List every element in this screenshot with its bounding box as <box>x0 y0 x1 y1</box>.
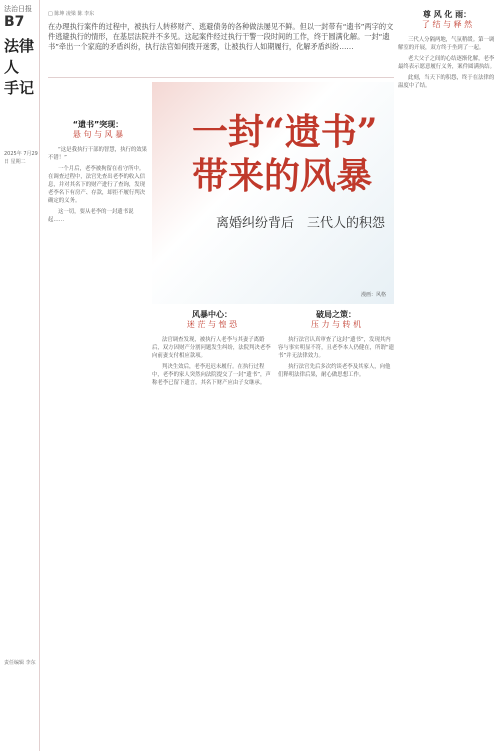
paragraph: 判决生效后，老李迟迟未履行。在执行过程中，老李的家人突然向法院提交了一封“遗书”，声称老李已留下遗言，其名下财产应由子女继承。 <box>152 364 271 386</box>
paragraph: 执行法官先后多次约谈老李及其家人，向他们释明法律后果，耐心做思想工作。 <box>278 364 391 378</box>
paragraph: 执行法官认真审查了这封“遗书”，发现其内容与事实明显不符，且老李本人仍健在，所谓“遗书”并无法律效力。 <box>278 337 394 359</box>
section-subhead: 压 力 与 转 机 <box>310 320 362 329</box>
paragraph: 法官调查发现，被执行人老李与其妻子离婚后，双方因财产分割问题发生纠纷，法院判决老李向前妻支付相应款项。 <box>152 337 271 359</box>
paragraph: 老大父子之间的心结逐渐化解，老李最终表示愿意履行义务，案件圆满执结。 <box>398 56 496 70</box>
paragraph: 此刻，当天下的积怨，终于在法律的温度中了结。 <box>398 75 495 89</box>
section-heading: 尊 风 化 雨： <box>422 10 472 19</box>
photo-credit: 漫画：风格 <box>360 292 386 298</box>
column-title-line-1: 法律人 <box>4 37 35 76</box>
lead-byline: □ 陈坤 凌梁 陈 李东 <box>48 11 95 17</box>
paragraph: 三代人分隔两地，气氛稍缓。第一调解室的开展，双方终于坐到了一起。 <box>398 37 495 51</box>
masthead: 法治日报 <box>4 5 32 13</box>
hero-title <box>192 110 377 198</box>
section-heading: “遗书”突现： <box>72 120 124 129</box>
paragraph: 这一切，要从老李的一封遗书说起…… <box>48 209 134 223</box>
column-title <box>4 36 36 99</box>
section-heading: 破局之策： <box>316 310 356 319</box>
column-2 <box>152 310 272 390</box>
section-heading: 风暴中心： <box>192 310 232 319</box>
hero-title-line-2: 带来的风暴 <box>192 155 373 197</box>
column-title-line-2: 手记 <box>4 79 35 97</box>
section-subhead: 了 结 与 释 然 <box>421 20 473 29</box>
lead-section <box>48 10 394 78</box>
paragraph: 一个月后，老李被拘留在看守所中。在调查过程中，法官先查出老李的收入信息，并对其名下的财产进行了查询，发现老李名下有房产、存款，却拒不履行判决确定的义务。 <box>48 166 146 204</box>
hero-title-line-1: 一封“遗书” <box>192 111 378 153</box>
page-number: B7 <box>4 14 25 30</box>
lead-text: 在办理执行案件的过程中，被执行人转移财产、逃避债务的各种做法屡见不鲜。但以一封带有“遗书”两字的文件逃避执行的情形，在基层法院并不多见。这起案件经过执行干警一段时间的工作，终于圆满化解。一封“遗书”牵出一个家庭的矛盾纠纷，执行法官如何拨开迷雾，让被执行人如期履行，化解矛盾纠纷…… <box>48 22 394 51</box>
section-subhead: 迷 茫 与 惶 恐 <box>186 320 238 329</box>
editor-credit: 责任编辑 李东 <box>4 660 36 666</box>
column-3 <box>278 310 394 382</box>
hero-subtitle: 离婚纠纷背后 三代人的积怨 <box>216 216 386 231</box>
section-subhead: 悬 句 与 风 暴 <box>72 130 124 139</box>
sidebar <box>0 0 40 751</box>
hero-illustration <box>152 82 394 304</box>
publication-date: 2025年 7月29日 星期二 <box>4 151 38 165</box>
paragraph: “这是我执行干部的智慧，执行的效果不错！” <box>48 147 148 161</box>
column-4 <box>398 10 496 93</box>
column-1 <box>48 120 148 227</box>
